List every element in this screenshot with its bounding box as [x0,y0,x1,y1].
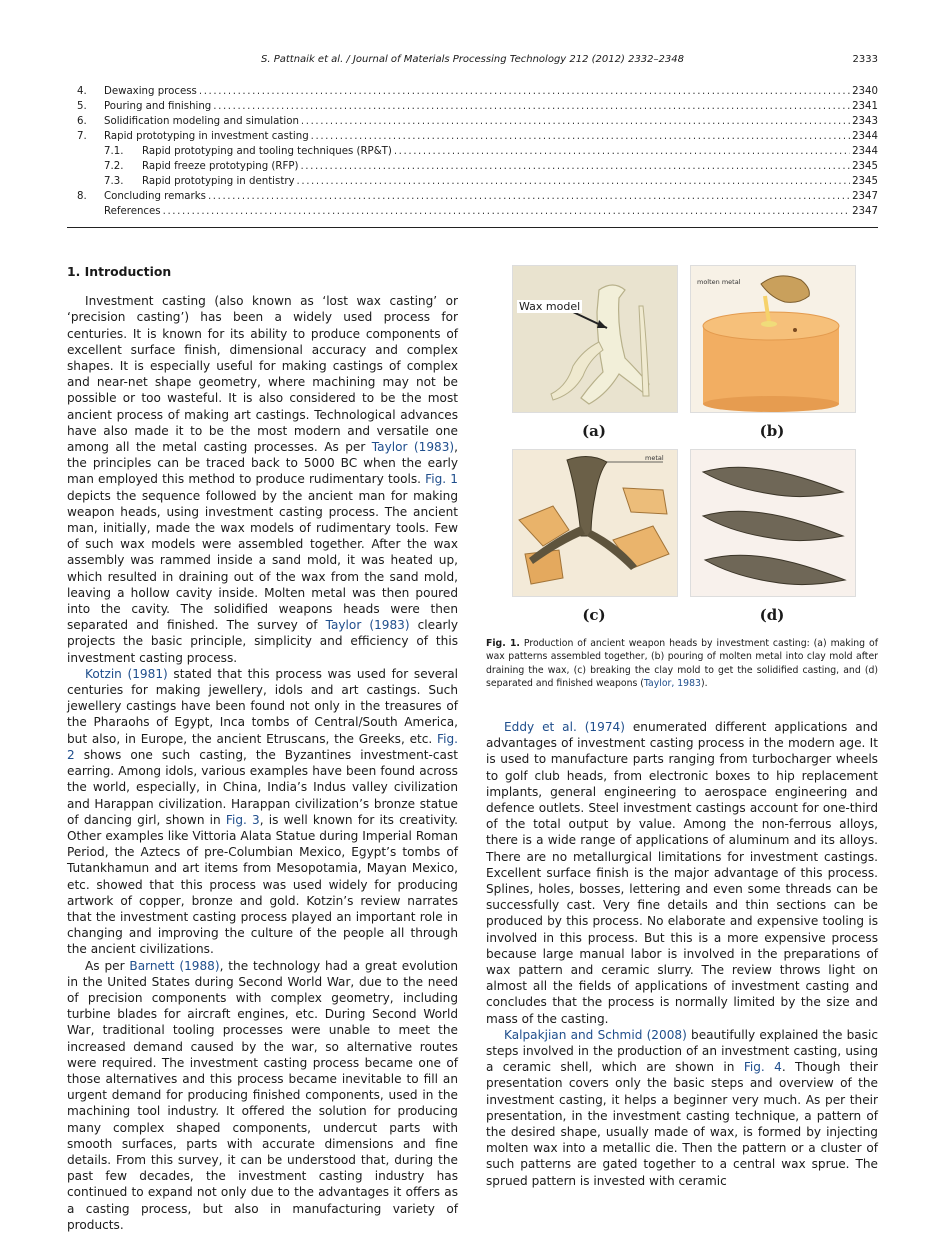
running-header [67,54,878,70]
toc-number: 4. [77,86,87,97]
toc-page: 2344 [852,146,878,157]
text-run: depicts the sequence followed by the ancient man for making weapon heads, using investment casting process. The ancient man, initially, made the wax models of rudimentary tools. Few of such wax models were assembled together. After the wax assembly was rammed inside a sand mold, it was heated up, which resulted in draining out of the wax from the sand mold, leaving a hollow cavity inside. Molten metal was then poured into the cavity. The solidified weapons heads were then separated and finished. The survey of [67,488,458,633]
panel-label-c: (c) [582,606,606,624]
toc-page: 2347 [852,191,878,202]
metal-callout: metal [645,454,664,462]
toc-number: 7.1. [104,146,124,157]
caption-text: Production of ancient weapon heads by investment casting: (a) making of wax patterns assembled together, (b) pouring of molten metal into clay mold after draining the wax, (c) breaking the clay mold to get the solidified casting, and (d) separated and finished weapons ( [486,638,878,690]
text-run: . Though their presentation covers only the basic steps and overview of the investment casting, it helps a beginner very much. As per their presentation, in the investment casting technique, a pattern of the desired shape, usually made of wax, is formed by injecting molten wax into a metallic die. Then the pattern or a cluster of such patterns are gated together to a central wax sprue. The sprued pattern is invested with ceramic [486,1060,878,1188]
toc-title: Dewaxing process [104,86,197,97]
figure-link[interactable]: Fig. 4 [743,1060,782,1075]
toc-entry[interactable] [67,114,878,129]
toc-title: Solidification modeling and simulation [104,116,299,127]
text-run: , is well known for its creativity. Other examples like Vittoria Alata Statue during Imperial Roman Period, the Aztecs of pre-Columbian Mexico, Egypt’s tombs of Tutankhamun and art items from Mesopotamia, Mayan Mexico, etc. showed that this process was used widely for producing artwork of copper, bronze and gold. Kotzin’s review narrates that the investment casting process played an important role in changing and improving the culture of the people all through the ancient civilizations. [67,812,459,957]
toc-title: Concluding remarks [104,191,206,202]
figure-panel-b [690,265,856,413]
toc-leader [213,99,850,114]
figure-panel-a [512,265,678,413]
toc-title: References [104,206,161,217]
text-run: beautifully explained the basic steps involved in the production of an investment casting, using a ceramic shell, which are shown in [486,1027,878,1075]
toc-entry[interactable] [67,84,878,99]
toc-entry[interactable] [67,204,878,219]
paragraph [67,293,458,666]
figure-panel-c [512,449,678,597]
citation-link[interactable]: Eddy et al. (1974) [504,720,625,734]
toc-entry[interactable] [67,144,878,159]
figure-caption [486,637,878,691]
citation-link[interactable]: Kotzin (1981) [85,666,168,681]
broken-mold-illustration [513,450,677,596]
toc-title: Rapid prototyping and tooling techniques (RP&T) [142,146,392,157]
text-run: As per [85,958,130,973]
toc-entry[interactable] [67,174,878,189]
text-run: shows one such casting, the Byzantines investment-cast earring. Among idols, various examples have been found across the world, especially, in China, India’s Indus valley civilization and Harappan civilization. Harappan civilization’s bronze statue of dancing girl, shown in [67,747,458,827]
toc-entry[interactable] [67,129,878,144]
toc-number: 7. [77,131,87,142]
toc-leader [163,204,850,219]
text-run: , the principles can be traced back to 5000 BC when the early man employed this method to produce rudimentary tools. [67,440,458,487]
toc-divider [67,227,878,228]
toc-title: Pouring and finishing [104,101,212,112]
citation-link[interactable]: Taylor, 1983 [643,678,701,690]
text-run: stated that this process was used for several centuries for making jewellery, idols and art castings. Such jewellery castings have been found not only in the treasures of the Pharaohs of Egypt, Inca tombs of Central/South America, but also, in Europe, the ancient Etruscans, the Greeks, etc. [67,666,458,746]
clay-mold-illustration [691,266,855,412]
paragraph [486,1027,878,1189]
citation-link[interactable]: Taylor (1983) [371,440,455,455]
left-column [67,264,458,1233]
journal-citation: S. Pattnaik et al. / Journal of Materials Processing Technology 212 (2012) 2332–2348 [261,54,684,65]
toc-entry[interactable] [67,99,878,114]
toc-leader [297,174,851,189]
toc-leader [208,189,850,204]
caption-end: ). [700,678,708,690]
toc-number: 8. [77,191,87,202]
toc-entry[interactable] [67,159,878,174]
toc-number: 5. [77,101,87,112]
citation-link[interactable]: Barnett (1988) [129,958,220,973]
toc-page: 2341 [852,101,878,112]
table-of-contents [67,84,878,219]
figure-link[interactable]: Fig. 1 [425,472,458,487]
right-column [486,719,878,1189]
caption-label: Fig. 1. [486,638,520,649]
toc-leader [301,114,850,129]
figure-1 [512,265,850,625]
toc-leader [199,84,850,99]
molten-metal-callout: molten metal [697,278,741,286]
panel-label-b: (b) [759,422,785,440]
citation-link[interactable]: Kalpakjian and Schmid (2008) [504,1027,687,1042]
toc-entry[interactable] [67,189,878,204]
figure-link[interactable]: Fig. 3 [225,812,260,827]
toc-number: 6. [77,116,87,127]
toc-page: 2345 [852,161,878,172]
panel-label-a: (a) [582,422,606,440]
weapon-heads-illustration [691,450,855,596]
page-number: 2333 [852,54,878,65]
text-run: enumerated different applications and advantages of investment casting process in the modern age. It is used to manufacture parts ranging from turbocharger wheels to golf club heads, from electronic boxes to hip replacement implants, general engineering to aerospace engineering and defence outlets. Steel investment castings account for one-third of the total output by value. Among the non-ferrous alloys, there is a wide range of applications of aluminum and its alloys. There are no metallurgical limitations for investment castings. Excellent surface finish is the major advantage of this process. Splines, holes, bosses, lettering and even some threads can be successfully cast. Very fine details and thin sections can be produced by this process. No elaborate and expensive tooling is involved in this process. But this is a more expensive process because large manual labor is involved in the preparations of wax pattern and ceramic slurry. The review throws light on almost all the fields of applications of investment casting and concludes that the process is normally limited by the size and mass of the casting. [486,720,878,1026]
toc-page: 2344 [852,131,878,142]
toc-title: Rapid freeze prototyping (RFP) [142,161,299,172]
toc-number: 7.2. [104,161,124,172]
toc-page: 2340 [852,86,878,97]
toc-number: 7.3. [104,176,124,187]
toc-leader [311,129,850,144]
wax-model-illustration [513,266,677,412]
text-run: , the technology had a great evolution in the United States during Second World War, due to the need of precision components with complex geometry, including turbine blades for aircraft engines, etc. During Second World War, traditional tooling processes were unable to meet the increased demand caused by the war, so alternative routes were required. The investment casting process became one of those alternatives and this process became inevitable to fill an urgent demand for producing finished components, used in the machining tool industry. It offered the solution for producing many complex shaped components, undercut parts with smooth surfaces, parts with accurate dimensions and fine details. From this survey, it can be understood that, during the past few decades, the investment casting industry has continued to expand not only due to the advantages it offers as a casting process, but also in manufacturing variety of products. [67,958,458,1232]
paragraph [67,958,458,1233]
panel-label-d: (d) [759,606,785,624]
paragraph [486,719,878,1027]
toc-page: 2345 [852,176,878,187]
text-run: clearly projects the basic principle, simplicity and efficiency of this investment casting process. [67,618,458,665]
citation-link[interactable]: Taylor (1983) [325,618,410,633]
toc-page: 2347 [852,206,878,217]
toc-page: 2343 [852,116,878,127]
figure-panel-d [690,449,856,597]
toc-leader [300,159,850,174]
wax-model-callout: Wax model [519,300,581,313]
section-heading: 1. Introduction [67,264,172,279]
toc-title: Rapid prototyping in investment casting [104,131,309,142]
toc-title: Rapid prototyping in dentistry [142,176,295,187]
paragraph [67,666,458,958]
figure-link[interactable]: Fig. 2 [67,731,458,762]
toc-leader [394,144,850,159]
text-run: Investment casting (also known as ‘lost wax casting’ or ‘precision casting’) has been a widely used process for centuries. It is known for its ability to produce components of excellent surface finish, dimensional accuracy and complex shapes. It is especially useful for making castings of complex and near-net shape geometry, where machining may not be possible or too wasteful. It is also considered to be the most ancient process of making art castings. Technological advances have also made it to be the most modern and versatile one among all the metal casting processes. As per [67,294,458,455]
